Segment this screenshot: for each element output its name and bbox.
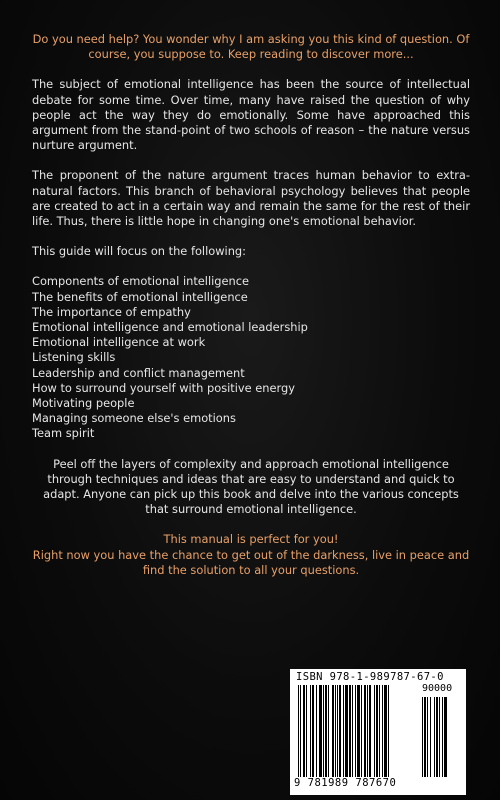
isbn-barcode bbox=[290, 669, 466, 795]
list-item: Listening skills bbox=[32, 350, 116, 365]
isbn-label: ISBN 978-1-989787-67-0 bbox=[296, 671, 444, 683]
list-item: How to surround yourself with positive energy bbox=[32, 380, 295, 395]
barcode-bars bbox=[298, 685, 416, 777]
list-item: Emotional intelligence and emotional leadership bbox=[32, 320, 308, 335]
list-item: Components of emotional intelligence bbox=[32, 274, 250, 289]
list-item: Motivating people bbox=[32, 396, 135, 411]
list-item: The benefits of emotional intelligence bbox=[32, 289, 248, 304]
paragraph-nature-nurture: The subject of emotional intelligence has been the source of intellectual debate for some time. Over time, many have raised the question of why people act the way they do emotionally. Some have approached this argument from the stand-point of two schools of reason – the nature versus nurture argument. bbox=[32, 77, 470, 153]
cover-text-block bbox=[32, 32, 470, 578]
barcode-addon-bars bbox=[422, 697, 460, 777]
barcode-bar bbox=[389, 685, 390, 777]
list-item: Managing someone else's emotions bbox=[32, 411, 236, 426]
barcode-bar bbox=[444, 697, 447, 777]
list-item: Team spirit bbox=[32, 426, 95, 441]
paragraph-nature-argument: The proponent of the nature argument traces human behavior to extra-natural factors. This branch of behavioral psychology believes that people are created to act in a certain way and remain the same for the rest of their life. Thus, there is little hope in changing one's emotional behavior. bbox=[32, 168, 470, 229]
closing-text: Right now you have the chance to get out of the darkness, live in peace and find the solution to all your questions. bbox=[32, 547, 470, 577]
price-code: 90000 bbox=[422, 683, 453, 694]
closing-headline: This manual is perfect for you! bbox=[163, 532, 339, 547]
list-item: Emotional intelligence at work bbox=[32, 335, 206, 350]
list-item: The importance of empathy bbox=[32, 304, 191, 319]
guide-intro: This guide will focus on the following: bbox=[32, 244, 246, 259]
barcode-number: 9 781989 787670 bbox=[294, 777, 397, 789]
list-item: Leadership and conflict management bbox=[32, 365, 245, 380]
paragraph-peel-layers: Peel off the layers of complexity and approach emotional intelligence through techniques and ideas that are easy to understand and quick to adapt. Anyone can pick up this book and delve into the various concepts that surround emotional intelligence. bbox=[43, 456, 459, 517]
intro-question: Do you need help? You wonder why I am asking you this kind of question. Of course, you suppose to. Keep reading to discover more... bbox=[32, 32, 470, 62]
topic-list bbox=[32, 274, 470, 441]
